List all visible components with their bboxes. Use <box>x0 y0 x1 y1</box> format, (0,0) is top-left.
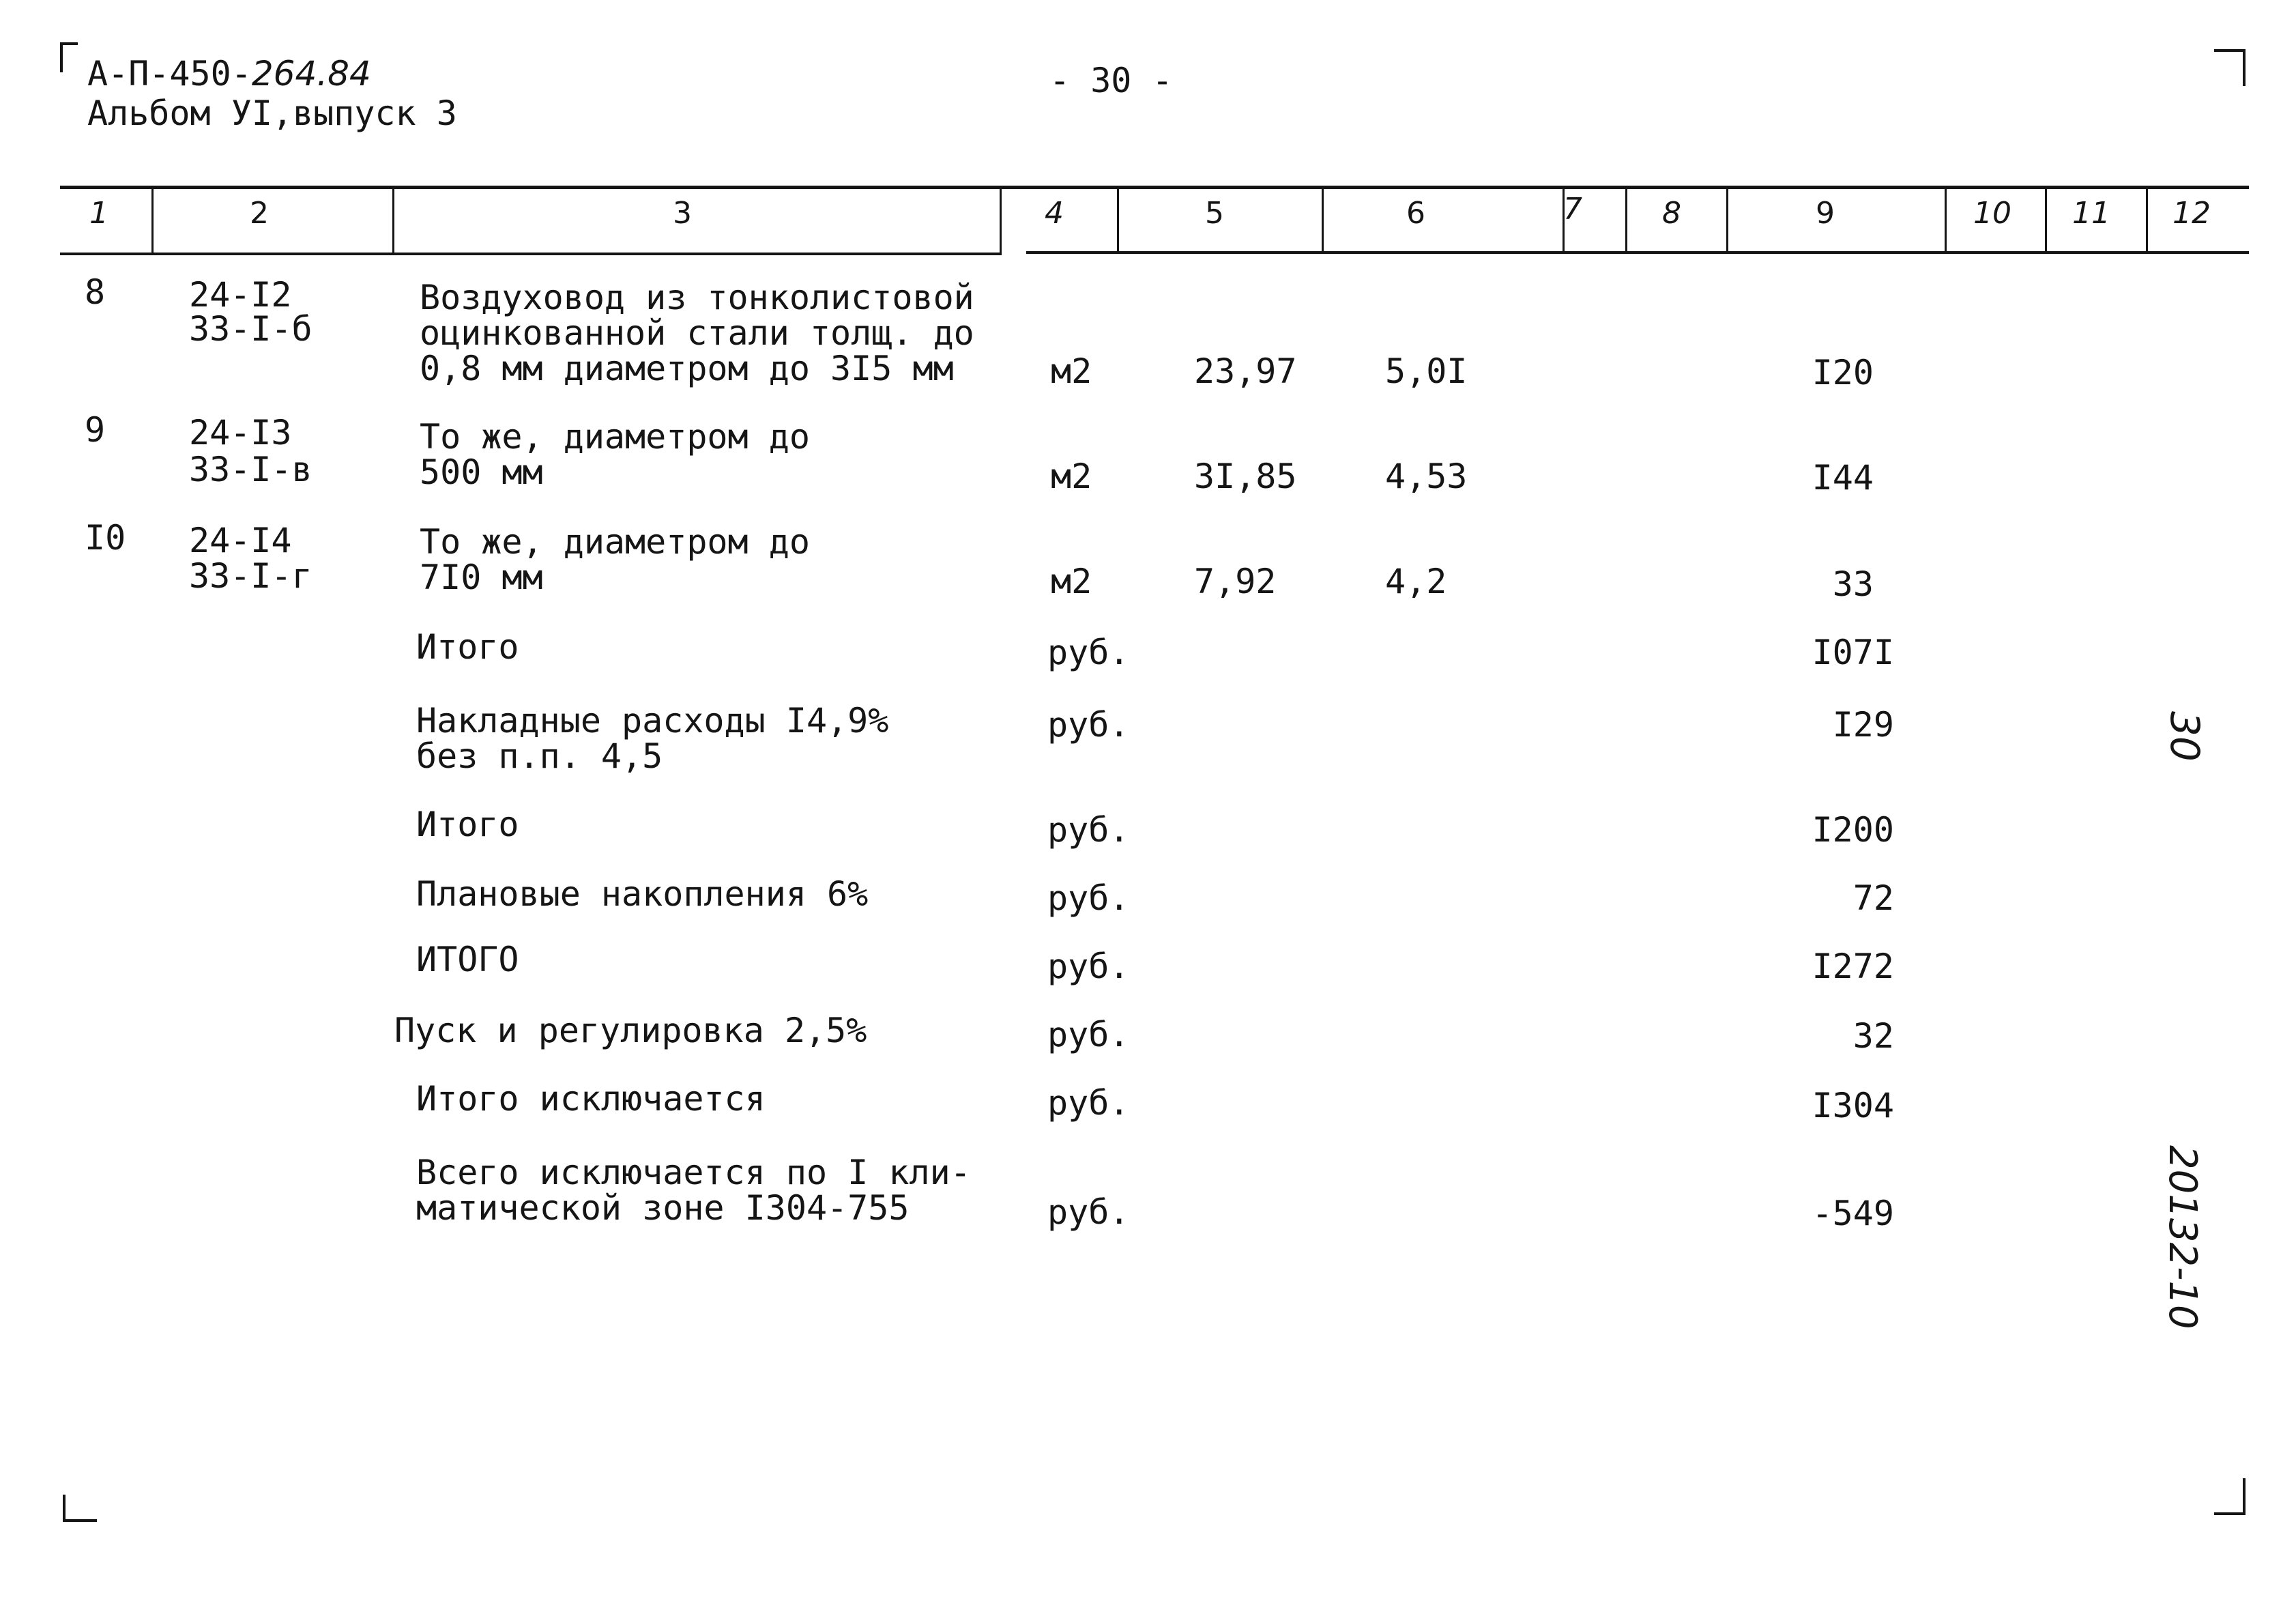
summary-value: -549 <box>1812 1194 1894 1233</box>
column-header: 1 <box>89 196 108 231</box>
summary-unit: руб. <box>1047 878 1130 918</box>
item-description: Воздуховод из тонколистовой <box>420 278 974 317</box>
summary-value: I200 <box>1812 810 1894 850</box>
column-divider <box>1322 188 1324 253</box>
rate-code: 33-I-в <box>189 450 313 489</box>
summary-value: 32 <box>1852 1016 1894 1056</box>
summary-value: 72 <box>1852 878 1894 918</box>
column-divider <box>2045 188 2047 253</box>
rate-code: 33-I-г <box>189 556 313 596</box>
summary-unit: руб. <box>1047 633 1130 672</box>
rate-code: 24-I4 <box>189 521 292 560</box>
summary-label: ИТОГО <box>416 940 519 979</box>
document-code-printed: А-П-450- <box>87 54 252 93</box>
total-cost: I20 <box>1812 353 1874 392</box>
column-divider <box>1117 188 1119 253</box>
column-header: 7 <box>1563 192 1582 227</box>
column-divider <box>2146 188 2148 253</box>
summary-label: Итого <box>416 805 519 844</box>
row-number: 8 <box>85 272 106 312</box>
summary-unit: руб. <box>1047 1083 1130 1123</box>
item-description: То же, диаметром до <box>420 417 810 457</box>
summary-unit: руб. <box>1047 705 1130 745</box>
unit-price: 4,2 <box>1385 562 1447 601</box>
album-title: Альбом УI,выпуск 3 <box>87 93 457 133</box>
corner-mark-bottom-right <box>2214 1478 2246 1515</box>
unit: м2 <box>1051 351 1092 391</box>
total-cost: 33 <box>1832 564 1874 604</box>
quantity: 3I,85 <box>1194 457 1297 496</box>
item-description: 500 мм <box>420 452 543 492</box>
unit-price: 4,53 <box>1385 457 1468 496</box>
summary-label: без п.п. 4,5 <box>416 736 663 776</box>
total-cost: I44 <box>1812 458 1874 498</box>
quantity: 23,97 <box>1194 351 1297 391</box>
item-description: То же, диаметром до <box>420 522 810 562</box>
column-header: 9 <box>1816 196 1835 231</box>
column-header: 2 <box>250 196 269 231</box>
summary-label: Итого <box>416 627 519 667</box>
summary-value: I304 <box>1812 1086 1894 1125</box>
page-number: - 30 - <box>1049 61 1173 100</box>
document-code-handwritten: 264.84 <box>251 54 371 93</box>
column-divider <box>1000 188 1002 253</box>
column-header: 5 <box>1205 196 1224 231</box>
item-description: 0,8 мм диаметром до 3I5 мм <box>420 349 954 388</box>
column-header: 6 <box>1406 196 1425 231</box>
column-divider <box>1726 188 1728 253</box>
document-code <box>87 56 371 91</box>
summary-label: Плановые накопления 6% <box>416 874 869 914</box>
summary-value: I29 <box>1832 705 1894 745</box>
summary-label: Накладные расходы I4,9% <box>416 701 889 740</box>
column-divider <box>151 188 154 253</box>
column-header: 4 <box>1045 196 1064 231</box>
summary-unit: руб. <box>1047 810 1130 850</box>
summary-unit: руб. <box>1047 947 1130 986</box>
unit-price: 5,0I <box>1385 351 1468 391</box>
margin-archive-number: 20132-10 <box>2160 1145 2205 1329</box>
corner-mark-top-right <box>2214 49 2246 86</box>
summary-label: Всего исключается по I кли- <box>416 1153 971 1192</box>
column-header: 3 <box>673 196 692 231</box>
unit: м2 <box>1051 562 1092 601</box>
summary-value: I272 <box>1812 947 1894 986</box>
rate-code: 24-I2 <box>189 275 292 315</box>
column-divider <box>1945 188 1947 253</box>
unit: м2 <box>1051 457 1092 496</box>
column-divider <box>1625 188 1627 253</box>
margin-page-mark: 30 <box>2162 711 2208 762</box>
item-description: оцинкованной стали толщ. до <box>420 313 974 353</box>
summary-label: Пуск и регулировка 2,5% <box>394 1011 867 1050</box>
row-number: 9 <box>85 410 106 450</box>
table-header-rule-left <box>60 253 1002 255</box>
corner-mark-top-left <box>60 42 78 72</box>
item-description: 7I0 мм <box>420 558 543 597</box>
table-top-rule <box>60 186 2249 189</box>
summary-label: матической зоне I304-755 <box>416 1188 910 1228</box>
quantity: 7,92 <box>1194 562 1277 601</box>
summary-label: Итого исключается <box>416 1079 766 1119</box>
summary-unit: руб. <box>1047 1015 1130 1054</box>
column-divider <box>392 188 394 253</box>
rate-code: 33-I-б <box>189 309 313 349</box>
summary-value: I07I <box>1812 633 1894 672</box>
summary-unit: руб. <box>1047 1192 1130 1232</box>
rate-code: 24-I3 <box>189 413 292 452</box>
column-header: 11 <box>2072 196 2110 231</box>
column-header: 10 <box>1973 196 2011 231</box>
corner-mark-bottom-left <box>63 1495 97 1522</box>
column-header: 12 <box>2173 196 2211 231</box>
row-number: I0 <box>85 518 126 558</box>
table-header-rule-right <box>1026 251 2249 254</box>
column-header: 8 <box>1662 196 1681 231</box>
